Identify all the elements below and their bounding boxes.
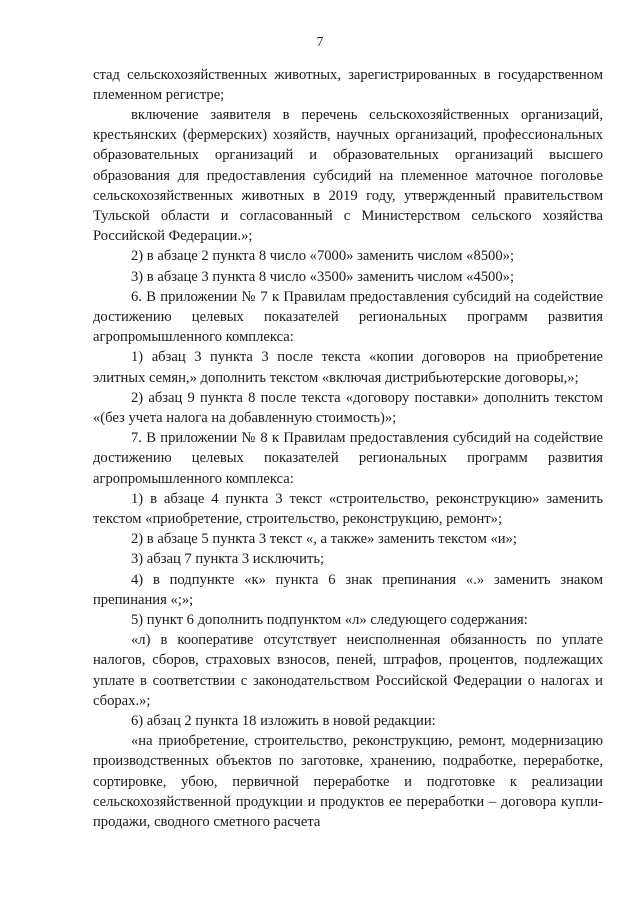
paragraph: 4) в подпункте «к» пункта 6 знак препинания «.» заменить знаком препинания «;»; (93, 571, 603, 608)
page-number: 7 (316, 34, 324, 49)
paragraph: 6) абзац 2 пункта 18 изложить в новой редакции: (131, 713, 436, 729)
paragraph: 1) в абзаце 4 пункта 3 текст «строительство, реконструкцию» заменить текстом «приобретение, строительство, реконструкцию, ремонт»; (93, 490, 603, 527)
paragraph: 2) в абзаце 5 пункта 3 текст «, а также» заменить текстом «и»; (131, 531, 517, 548)
paragraph: «на приобретение, строительство, реконструкцию, ремонт, модернизацию производственных объектов по заготовке, хранению, подработке, переработке, сортировке, убою, первичной переработке и подготовке к реализации сельскохозяйственной продукции и продуктов ее переработки – договора купли-продажи, сводного сметного расчета (93, 733, 603, 831)
paragraph: 7. В приложении № 8 к Правилам предоставления субсидий на содействие достижению целевых показателей региональных программ развития агропромышленного комплекса: (93, 430, 603, 487)
paragraph: стад сельскохозяйственных животных, зарегистрированных в государственном племенном регистре; (93, 66, 603, 103)
paragraph: 2) абзац 9 пункта 8 после текста «договору поставки» дополнить текстом «(без учета налога на добавленную стоимость)»; (93, 389, 603, 426)
paragraph: 2) в абзаце 2 пункта 8 число «7000» заменить числом «8500»; (131, 248, 515, 265)
paragraph: 3) абзац 7 пункта 3 исключить; (131, 551, 325, 568)
paragraph: 1) абзац 3 пункта 3 после текста «копии договоров на приобретение элитных семян,» дополнить текстом «включая дистрибьютерские договоры,»; (93, 349, 603, 386)
paragraph: «л) в кооперативе отсутствует неисполненная обязанность по уплате налогов, сборов, страховых взносов, пеней, штрафов, процентов, подлежащих уплате в соответствии с законодательством Российской Федерации о налогах и сборах.»; (93, 632, 603, 709)
paragraph: включение заявителя в перечень сельскохозяйственных организаций, крестьянских (фермерских) хозяйств, научных организаций, профессиональных образовательных организаций и образовательных организаций высшего образования для предоставления субсидий на племенное маточное поголовье сельскохозяйственных животных в 2019 году, утвержденный правительством Тульской области и согласованный с Министерством сельского хозяйства Российской Федерации.»; (93, 106, 603, 245)
document-body (93, 65, 603, 833)
paragraph: 5) пункт 6 дополнить подпунктом «л» следующего содержания: (131, 611, 528, 628)
paragraph: 3) в абзаце 3 пункта 8 число «3500» заменить числом «4500»; (131, 268, 515, 285)
paragraph: 6. В приложении № 7 к Правилам предоставления субсидий на содействие достижению целевых показателей региональных программ развития агропромышленного комплекса: (93, 288, 603, 346)
